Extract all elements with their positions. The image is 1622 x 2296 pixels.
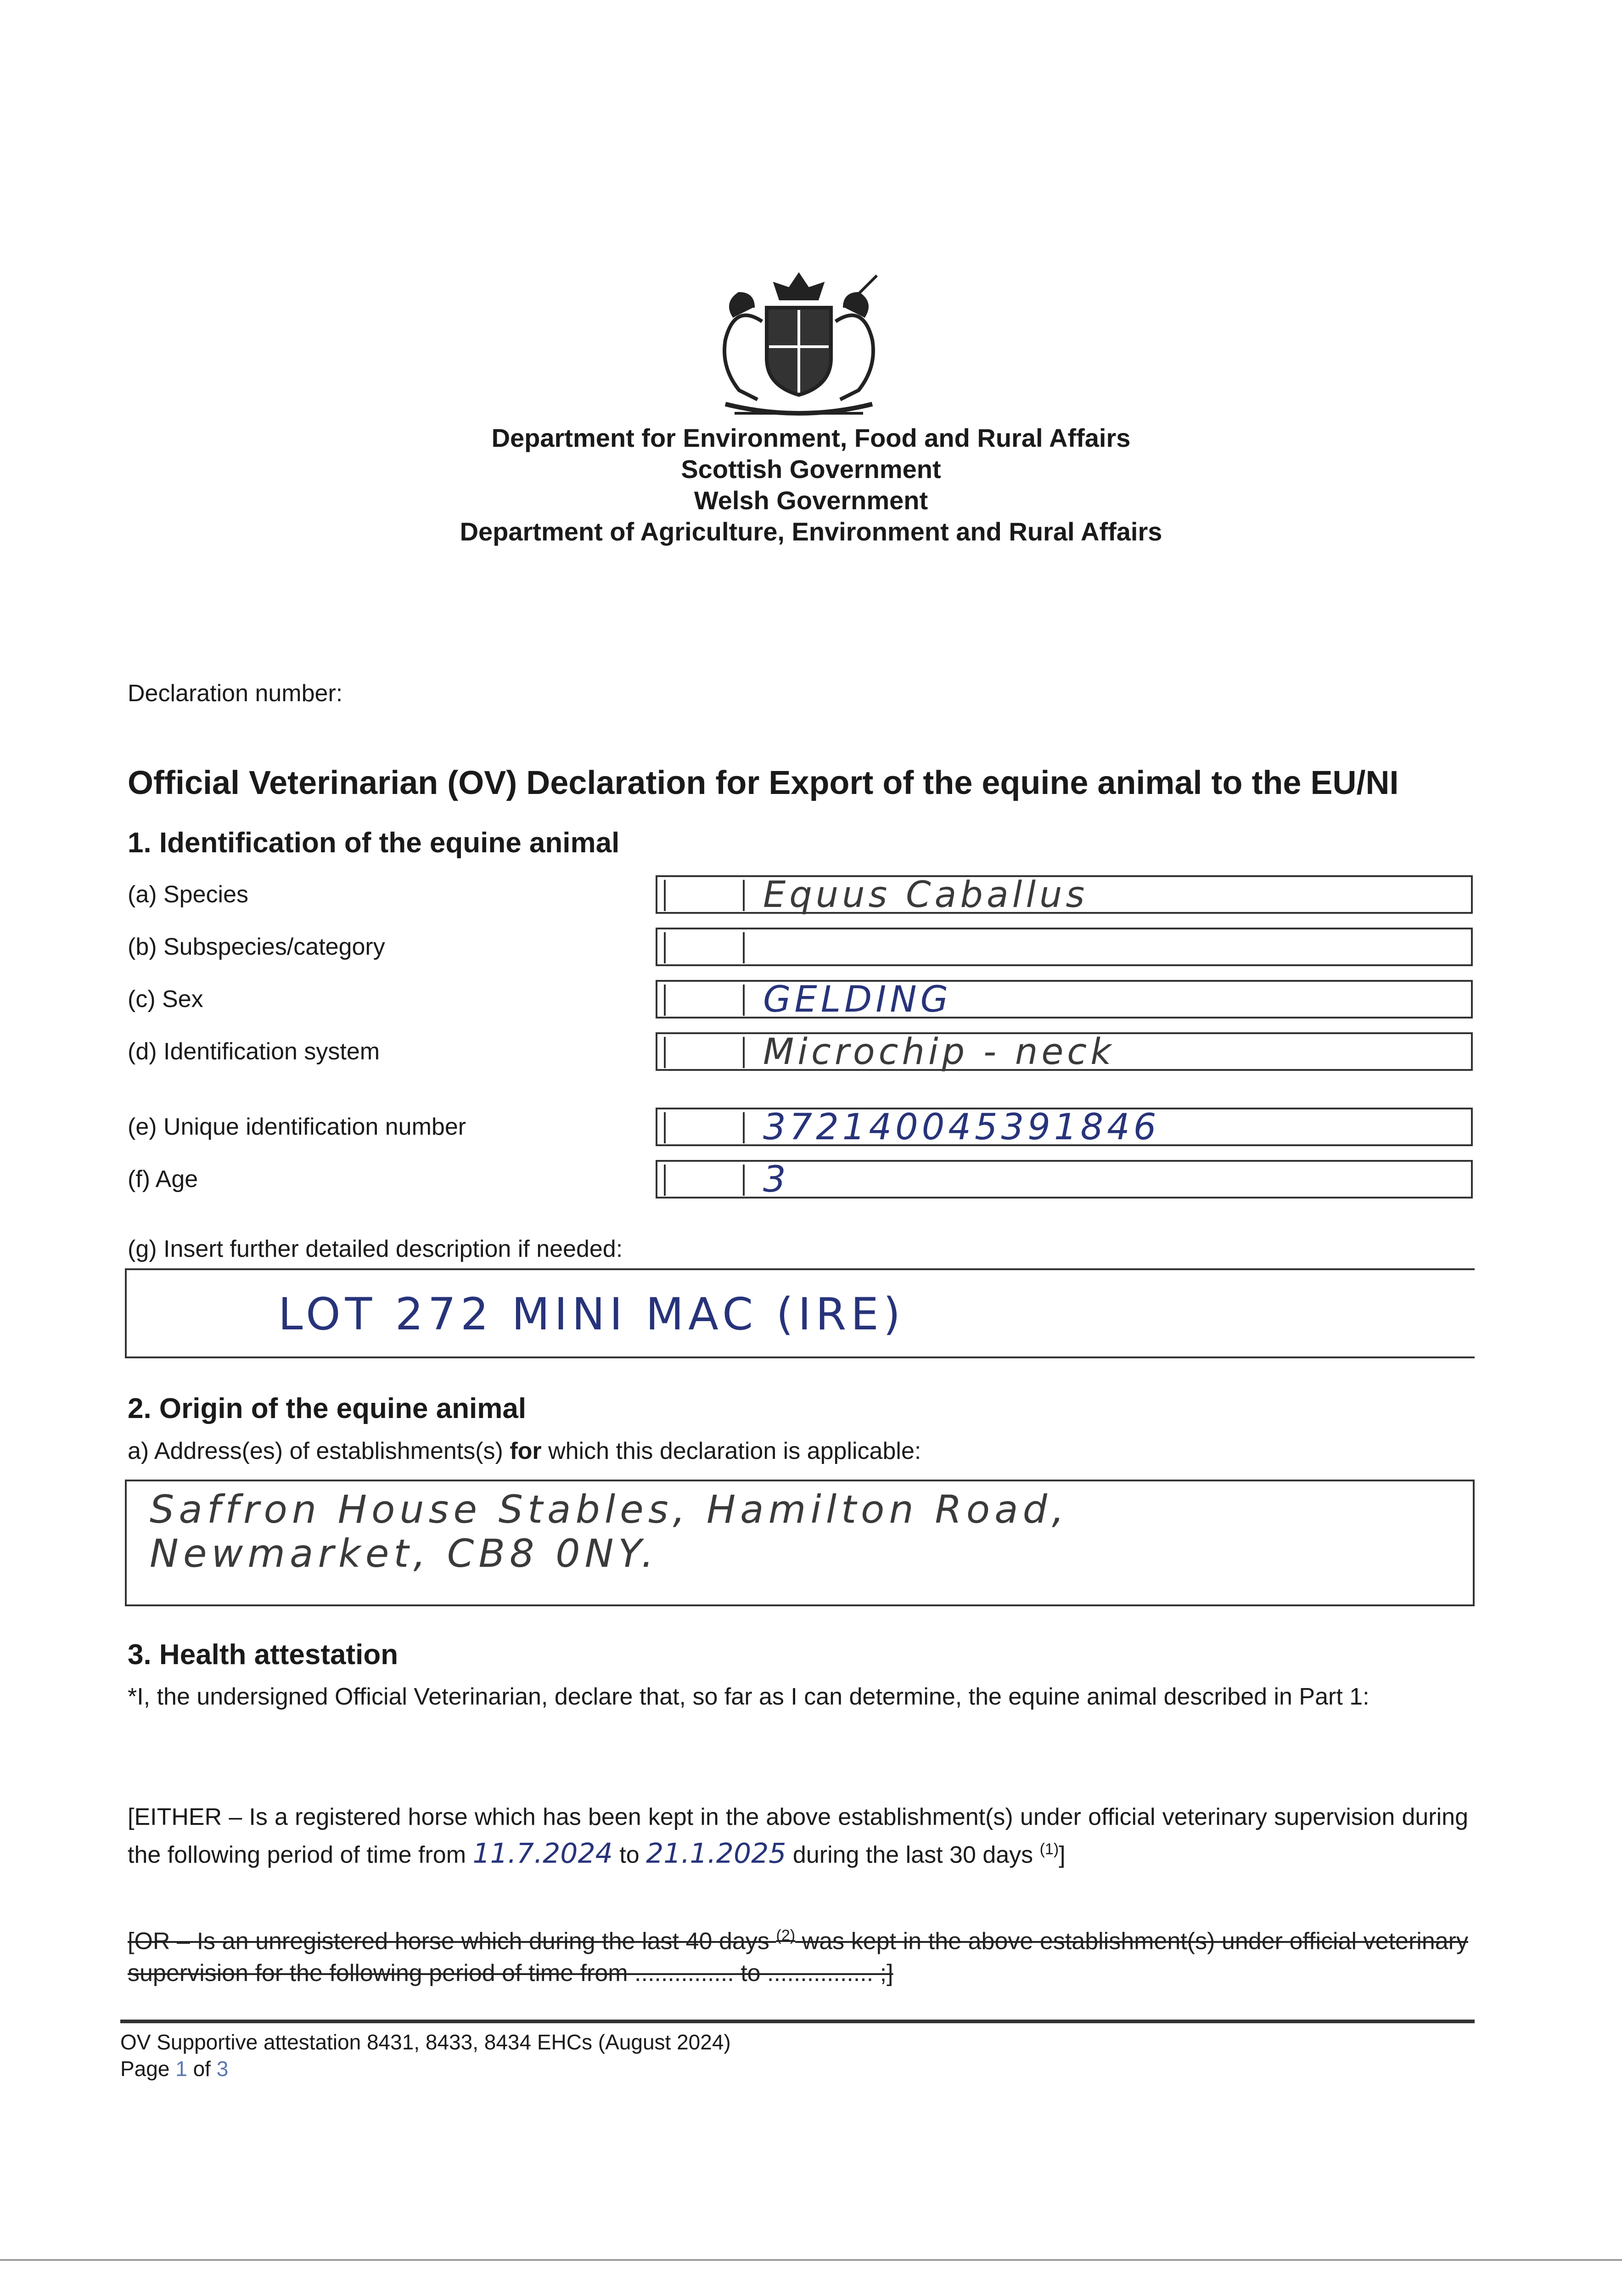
either-to-date: 21.1.2025 bbox=[646, 1837, 786, 1870]
identification-system-field[interactable] bbox=[656, 1032, 1473, 1071]
further-description-field[interactable] bbox=[125, 1268, 1475, 1358]
age-field[interactable] bbox=[656, 1160, 1473, 1199]
royal-coat-of-arms-icon bbox=[707, 266, 891, 422]
uid-field[interactable] bbox=[656, 1108, 1473, 1146]
footer-divider bbox=[120, 2020, 1475, 2023]
scan-edge-line bbox=[0, 2259, 1622, 2261]
page-number: Page 1 of 3 bbox=[120, 2057, 229, 2081]
address-line-2: Newmarket, CB8 0NY. bbox=[150, 1531, 658, 1576]
uid-label: (e) Unique identification number bbox=[128, 1114, 466, 1140]
age-label: (f) Age bbox=[128, 1166, 198, 1193]
species-field[interactable] bbox=[656, 875, 1473, 914]
page-title: Official Veterinarian (OV) Declaration for Export of the equine animal to the EU/NI bbox=[128, 765, 1399, 801]
identification-system-value: Microchip - neck bbox=[763, 1031, 1115, 1073]
department-scottish-government: Scottish Government bbox=[681, 455, 941, 484]
declaration-number-label: Declaration number: bbox=[128, 680, 343, 707]
subspecies-field[interactable] bbox=[656, 928, 1473, 966]
address-label: a) Address(es) of establishments(s) for which this declaration is applicable: bbox=[128, 1438, 921, 1464]
health-attestation-intro: *I, the undersigned Official Veterinarian, declare that, so far as I can determine, the equine animal described in Part 1: bbox=[128, 1683, 1369, 1710]
either-statement: [EITHER – Is a registered horse which has been kept in the above establishment(s) under official veterinary supervision during the following period of time from 11.7.2024 to 21.1.2025 during the last 30 days $^{(1)}$] bbox=[128, 1804, 1468, 1870]
uid-value: 372140045391846 bbox=[763, 1107, 1160, 1148]
or-statement-struck: [OR – Is an unregistered horse which during the last 40 days $^{(2)}$ was kept in the above establishment(s) under official veterinary supervision for the following period of time from ............... to ................ ;] bbox=[128, 1927, 1468, 1987]
further-description-value: LOT 272 MINI MAC (IRE) bbox=[278, 1289, 905, 1340]
department-defra: Department for Environment, Food and Rural Affairs bbox=[491, 423, 1131, 452]
address-line-1: Saffron House Stables, Hamilton Road, bbox=[150, 1487, 1069, 1532]
address-field[interactable] bbox=[125, 1480, 1475, 1606]
section1-heading: 1. Identification of the equine animal bbox=[128, 827, 620, 859]
further-description-label: (g) Insert further detailed description if needed: bbox=[128, 1236, 623, 1262]
sex-label: (c) Sex bbox=[128, 986, 203, 1013]
sex-value: GELDING bbox=[763, 979, 952, 1020]
species-label: (a) Species bbox=[128, 881, 248, 908]
footer-attestation: OV Supportive attestation 8431, 8433, 8434 EHCs (August 2024) bbox=[120, 2030, 731, 2054]
subspecies-label: (b) Subspecies/category bbox=[128, 934, 385, 960]
species-value: Equus Caballus bbox=[763, 874, 1089, 916]
age-value: 3 bbox=[763, 1159, 790, 1200]
department-daera: Department of Agriculture, Environment and Rural Affairs bbox=[460, 517, 1162, 546]
identification-system-label: (d) Identification system bbox=[128, 1038, 380, 1065]
either-from-date: 11.7.2024 bbox=[472, 1837, 613, 1870]
section3-heading: 3. Health attestation bbox=[128, 1639, 398, 1671]
section2-heading: 2. Origin of the equine animal bbox=[128, 1393, 527, 1424]
sex-field[interactable] bbox=[656, 980, 1473, 1019]
department-welsh-government: Welsh Government bbox=[694, 486, 928, 515]
